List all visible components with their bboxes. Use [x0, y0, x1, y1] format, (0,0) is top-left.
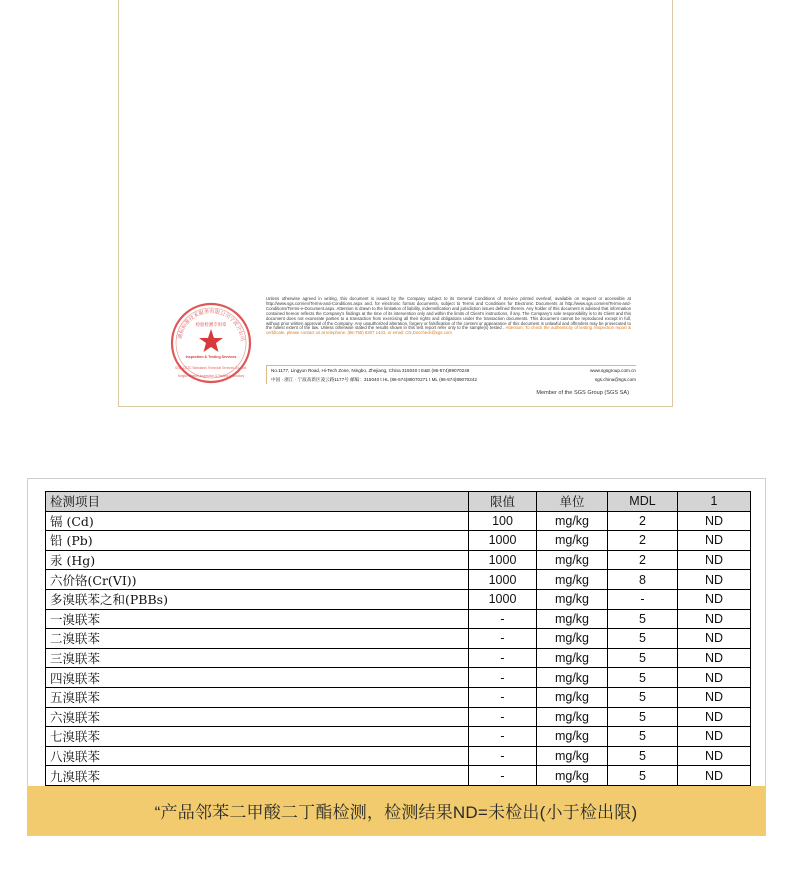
header-test-item: 检测项目 [46, 492, 469, 512]
cell-result: ND [678, 687, 751, 707]
svg-text:Ningbo Branch Inspection & Tes: Ningbo Branch Inspection & Testing Laboratory [177, 374, 245, 378]
cell-limit: 1000 [469, 550, 537, 570]
header-limit: 限值 [469, 492, 537, 512]
cell-unit: mg/kg [537, 707, 608, 727]
table-row [46, 707, 751, 727]
cell-result: ND [678, 589, 751, 609]
test-results-table [45, 491, 751, 786]
cell-test-item: 六价铬(Cr(VI)) [46, 570, 469, 590]
cell-limit: 1000 [469, 531, 537, 551]
cell-result: ND [678, 511, 751, 531]
cell-unit: mg/kg [537, 511, 608, 531]
cell-mdl: - [608, 589, 678, 609]
cell-test-item: 一溴联苯 [46, 609, 469, 629]
cell-test-item: 四溴联苯 [46, 668, 469, 688]
table-row [46, 550, 751, 570]
legal-text: Unless otherwise agreed in writing, this document is issued by the Company subject to its General Conditions of Service printed overleaf, available on request or accessible at http://www.sgs.com/en/Terms-and-Conditions.aspx and, for electronic format documents, subject to Terms and Conditions for Electronic Documents at http://www.sgs.com/en/Terms-and-Conditions/Terms-e-Document.aspx. Attention is drawn to the limitation of liability, indemnification and jurisdiction issues defined therein. Any holder of this document is advised that information contained hereon reflects the Company's findings at the time of its intervention only and within the limits of Client's instructions, if any. The Company's sole responsibility is to its Client and this document does not exonerate parties to a transaction from exercising all their rights and obligations under the transaction documents. This document cannot be reproduced except in full, without prior written approval of the Company. Any unauthorized alteration, forgery or falsification of the content or appearance of this document is unlawful and offenders may be prosecuted to the fullest extent of the law. Unless otherwise stated the results shown in this test report refer only to the sample(s) tested . [266, 296, 631, 331]
cell-limit: 100 [469, 511, 537, 531]
cell-mdl: 5 [608, 648, 678, 668]
cell-mdl: 2 [608, 531, 678, 551]
cell-limit: - [469, 707, 537, 727]
cell-limit: - [469, 687, 537, 707]
table-row [46, 668, 751, 688]
table-header-row [46, 492, 751, 512]
cell-result: ND [678, 550, 751, 570]
address-cn: 中国 · 浙江 · 宁波高新区凌云路1177号 邮编：315040 t HL (86-574)89070271 t ML (86-574)89070242 [271, 377, 477, 382]
note-banner [27, 786, 765, 835]
table-row [46, 746, 751, 766]
svg-text:SGS-CSTC Standards Technical S: SGS-CSTC Standards Technical Services Co., Ltd. [174, 366, 248, 370]
cell-mdl: 5 [608, 727, 678, 747]
cell-mdl: 5 [608, 629, 678, 649]
header-result-1: 1 [678, 492, 751, 512]
legal-terms [266, 297, 631, 336]
cell-unit: mg/kg [537, 648, 608, 668]
star-icon [199, 329, 223, 352]
cell-result: ND [678, 746, 751, 766]
cell-test-item: 铅 (Pb) [46, 531, 469, 551]
cell-result: ND [678, 609, 751, 629]
cell-test-item: 九溴联苯 [46, 766, 469, 786]
cell-mdl: 5 [608, 668, 678, 688]
address-block [266, 365, 636, 384]
table-row [46, 727, 751, 747]
svg-text:通标标准技术服务有限公司宁波分公司: 通标标准技术服务有限公司宁波分公司 [177, 308, 246, 342]
cell-result: ND [678, 570, 751, 590]
table-row [46, 511, 751, 531]
table-row [46, 648, 751, 668]
certificate-page [118, 0, 673, 407]
cell-unit: mg/kg [537, 589, 608, 609]
table-row [46, 629, 751, 649]
cell-limit: - [469, 727, 537, 747]
svg-text:检验检测专用章: 检验检测专用章 [195, 323, 227, 328]
cell-unit: mg/kg [537, 687, 608, 707]
cell-test-item: 三溴联苯 [46, 648, 469, 668]
cell-unit: mg/kg [537, 531, 608, 551]
cell-result: ND [678, 766, 751, 786]
cell-test-item: 六溴联苯 [46, 707, 469, 727]
cell-test-item: 八溴联苯 [46, 746, 469, 766]
table-row [46, 609, 751, 629]
cell-mdl: 5 [608, 766, 678, 786]
cell-unit: mg/kg [537, 629, 608, 649]
address-en: No.1177, Lingyun Road, Hi-Tech Zone, Ningbo, Zhejiang, China 315040 t E&E (86-574)89070249 [271, 368, 470, 373]
cell-limit: - [469, 668, 537, 688]
header-mdl: MDL [608, 492, 678, 512]
cell-unit: mg/kg [537, 570, 608, 590]
svg-text:Inspection & Testing Services: Inspection & Testing Services [185, 355, 237, 359]
cell-limit: 1000 [469, 589, 537, 609]
cell-unit: mg/kg [537, 746, 608, 766]
cell-result: ND [678, 727, 751, 747]
table-row [46, 531, 751, 551]
cell-unit: mg/kg [537, 668, 608, 688]
cell-mdl: 5 [608, 687, 678, 707]
cell-result: ND [678, 531, 751, 551]
cell-mdl: 2 [608, 511, 678, 531]
cell-test-item: 五溴联苯 [46, 687, 469, 707]
website-link[interactable]: www.sgsgroup.com.cn [590, 368, 636, 373]
header-unit: 单位 [537, 492, 608, 512]
cell-limit: - [469, 766, 537, 786]
email-link[interactable]: sgs.china@sgs.com [594, 377, 636, 382]
cell-limit: - [469, 609, 537, 629]
cell-mdl: 5 [608, 609, 678, 629]
cell-test-item: 二溴联苯 [46, 629, 469, 649]
cell-result: ND [678, 629, 751, 649]
table-row [46, 589, 751, 609]
cell-limit: - [469, 648, 537, 668]
attention-text: Attention: To check the authenticity of testing /inspection report & certificate, please contact us at telephone: (86-755) 8307 1443, or email: CN.Doccheck@sgs.com [266, 325, 632, 336]
member-of-sgs: Member of the SGS Group (SGS SA) [536, 390, 629, 396]
cell-mdl: 5 [608, 746, 678, 766]
test-results-panel [27, 478, 766, 836]
cell-limit: 1000 [469, 570, 537, 590]
banner-text: “产品邻苯二甲酸二丁酯检测，检测结果ND=未检出(小于检出限) [154, 803, 638, 822]
table-row [46, 687, 751, 707]
cell-result: ND [678, 668, 751, 688]
cell-limit: - [469, 629, 537, 649]
cell-limit: - [469, 746, 537, 766]
table-row [46, 766, 751, 786]
cell-test-item: 七溴联苯 [46, 727, 469, 747]
cell-unit: mg/kg [537, 766, 608, 786]
cell-unit: mg/kg [537, 609, 608, 629]
cell-test-item: 汞 (Hg) [46, 550, 469, 570]
cell-test-item: 多溴联苯之和(PBBs) [46, 589, 469, 609]
sgs-seal-stamp [170, 302, 252, 384]
cell-result: ND [678, 707, 751, 727]
cell-unit: mg/kg [537, 727, 608, 747]
cell-test-item: 镉 (Cd) [46, 511, 469, 531]
cell-mdl: 2 [608, 550, 678, 570]
cell-unit: mg/kg [537, 550, 608, 570]
cell-mdl: 5 [608, 707, 678, 727]
cell-mdl: 8 [608, 570, 678, 590]
cell-result: ND [678, 648, 751, 668]
table-row [46, 570, 751, 590]
